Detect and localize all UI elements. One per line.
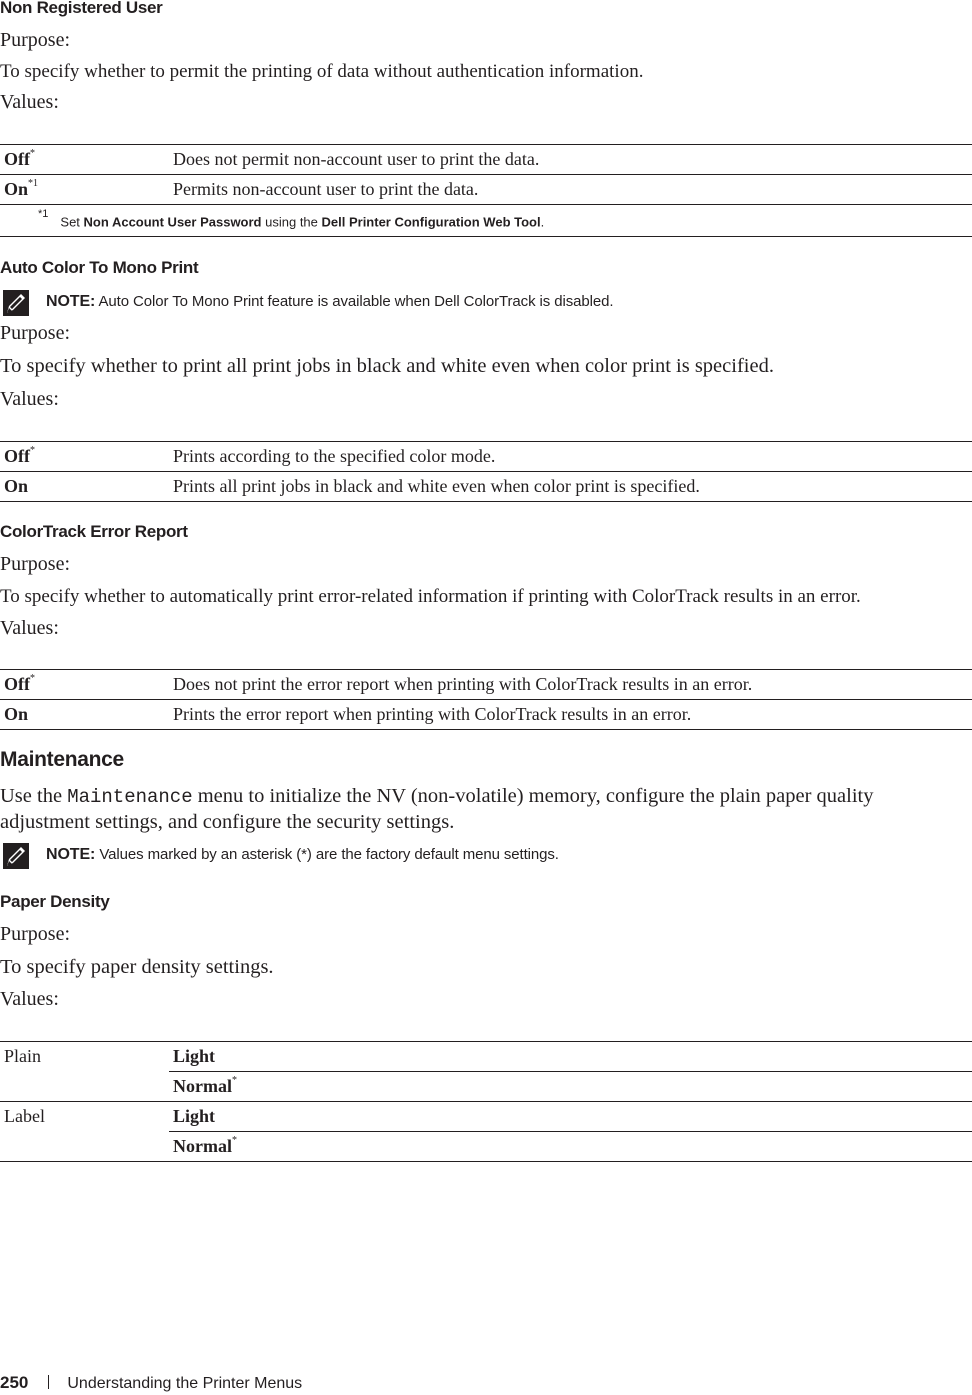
note-label: NOTE: <box>46 293 96 310</box>
chapter-title: Understanding the Printer Menus <box>67 1375 303 1392</box>
value-cell: Normal* <box>169 1072 972 1102</box>
menu-name-code: Maintenance <box>67 786 193 808</box>
note-label: NOTE: <box>46 846 96 863</box>
footnote: $^{*1}$Set Non Account User Password using the Dell Printer Configuration Web Tool. <box>0 205 972 237</box>
values-table-paper-density <box>0 1041 972 1162</box>
values-table-non-registered-user <box>0 144 972 237</box>
value-cell: On <box>0 700 169 730</box>
maintenance-intro: Use the Maintenance menu to initialize the NV (non-volatile) memory, configure the plain paper quality adjustment settings, and configure the security settings. <box>0 785 874 833</box>
purpose-text: To specify paper density settings. <box>0 956 274 978</box>
values-label: Values: <box>0 388 59 410</box>
footnote-term: Non Account User Password <box>83 214 262 230</box>
value-cell: Off* <box>0 670 169 700</box>
values-label: Values: <box>0 617 59 639</box>
description-cell: Prints according to the specified color mode. <box>169 442 972 472</box>
footnote-tool: Dell Printer Configuration Web Tool <box>321 214 541 230</box>
table-row <box>0 670 972 700</box>
purpose-text: To specify whether to automatically print error-related information if printing with ColorTrack results in an error. <box>0 586 861 607</box>
table-row <box>0 175 972 205</box>
note-text: Values marked by an asterisk (*) are the factory default menu settings. <box>99 846 559 863</box>
note-text: Auto Color To Mono Print feature is available when Dell ColorTrack is disabled. <box>98 293 614 310</box>
description-cell: Does not print the error report when printing with ColorTrack results in an error. <box>169 670 972 700</box>
table-row <box>0 145 972 175</box>
paper-type-cell: Plain <box>0 1042 169 1102</box>
purpose-text: To specify whether to permit the printing of data without authentication information. <box>0 61 644 82</box>
value-cell: Light <box>169 1102 972 1132</box>
table-row <box>0 1102 972 1132</box>
values-table-colortrack-error-report <box>0 669 972 730</box>
purpose-label: Purpose: <box>0 923 70 945</box>
value-cell: Normal* <box>169 1132 972 1162</box>
description-cell: Permits non-account user to print the data. <box>169 175 972 205</box>
section-heading-paper-density: Paper Density <box>0 892 110 911</box>
section-heading-colortrack-error-report: ColorTrack Error Report <box>0 522 188 541</box>
description-cell: Prints all print jobs in black and white even when color print is specified. <box>169 472 972 502</box>
page-number: 250 <box>0 1373 29 1392</box>
purpose-text: To specify whether to print all print jobs in black and white even when color print is specified. <box>0 355 774 377</box>
purpose-label: Purpose: <box>0 553 70 575</box>
purpose-label: Purpose: <box>0 29 70 51</box>
page-footer <box>0 1373 302 1395</box>
paper-type-cell: Label <box>0 1102 169 1162</box>
value-cell: Off* <box>0 442 169 472</box>
table-row <box>0 472 972 502</box>
maintenance-heading: Maintenance <box>0 748 124 771</box>
note-pencil-icon <box>2 289 30 317</box>
footnote-row <box>0 205 972 237</box>
table-row <box>0 1042 972 1072</box>
purpose-label: Purpose: <box>0 322 70 344</box>
table-row <box>0 442 972 472</box>
value-cell: On <box>0 472 169 502</box>
description-cell: Does not permit non-account user to print the data. <box>169 145 972 175</box>
section-heading-auto-color-to-mono: Auto Color To Mono Print <box>0 258 199 277</box>
footer-divider <box>48 1375 49 1389</box>
value-cell: Off* <box>0 145 169 175</box>
note-pencil-icon <box>2 842 30 870</box>
description-cell: Prints the error report when printing with ColorTrack results in an error. <box>169 700 972 730</box>
values-table-auto-color-to-mono <box>0 441 972 502</box>
values-label: Values: <box>0 988 59 1010</box>
table-row <box>0 700 972 730</box>
values-label: Values: <box>0 91 59 113</box>
value-cell: Light <box>169 1042 972 1072</box>
section-heading-non-registered-user: Non Registered User <box>0 0 163 17</box>
value-cell: On$^{*1}$ <box>0 175 169 205</box>
